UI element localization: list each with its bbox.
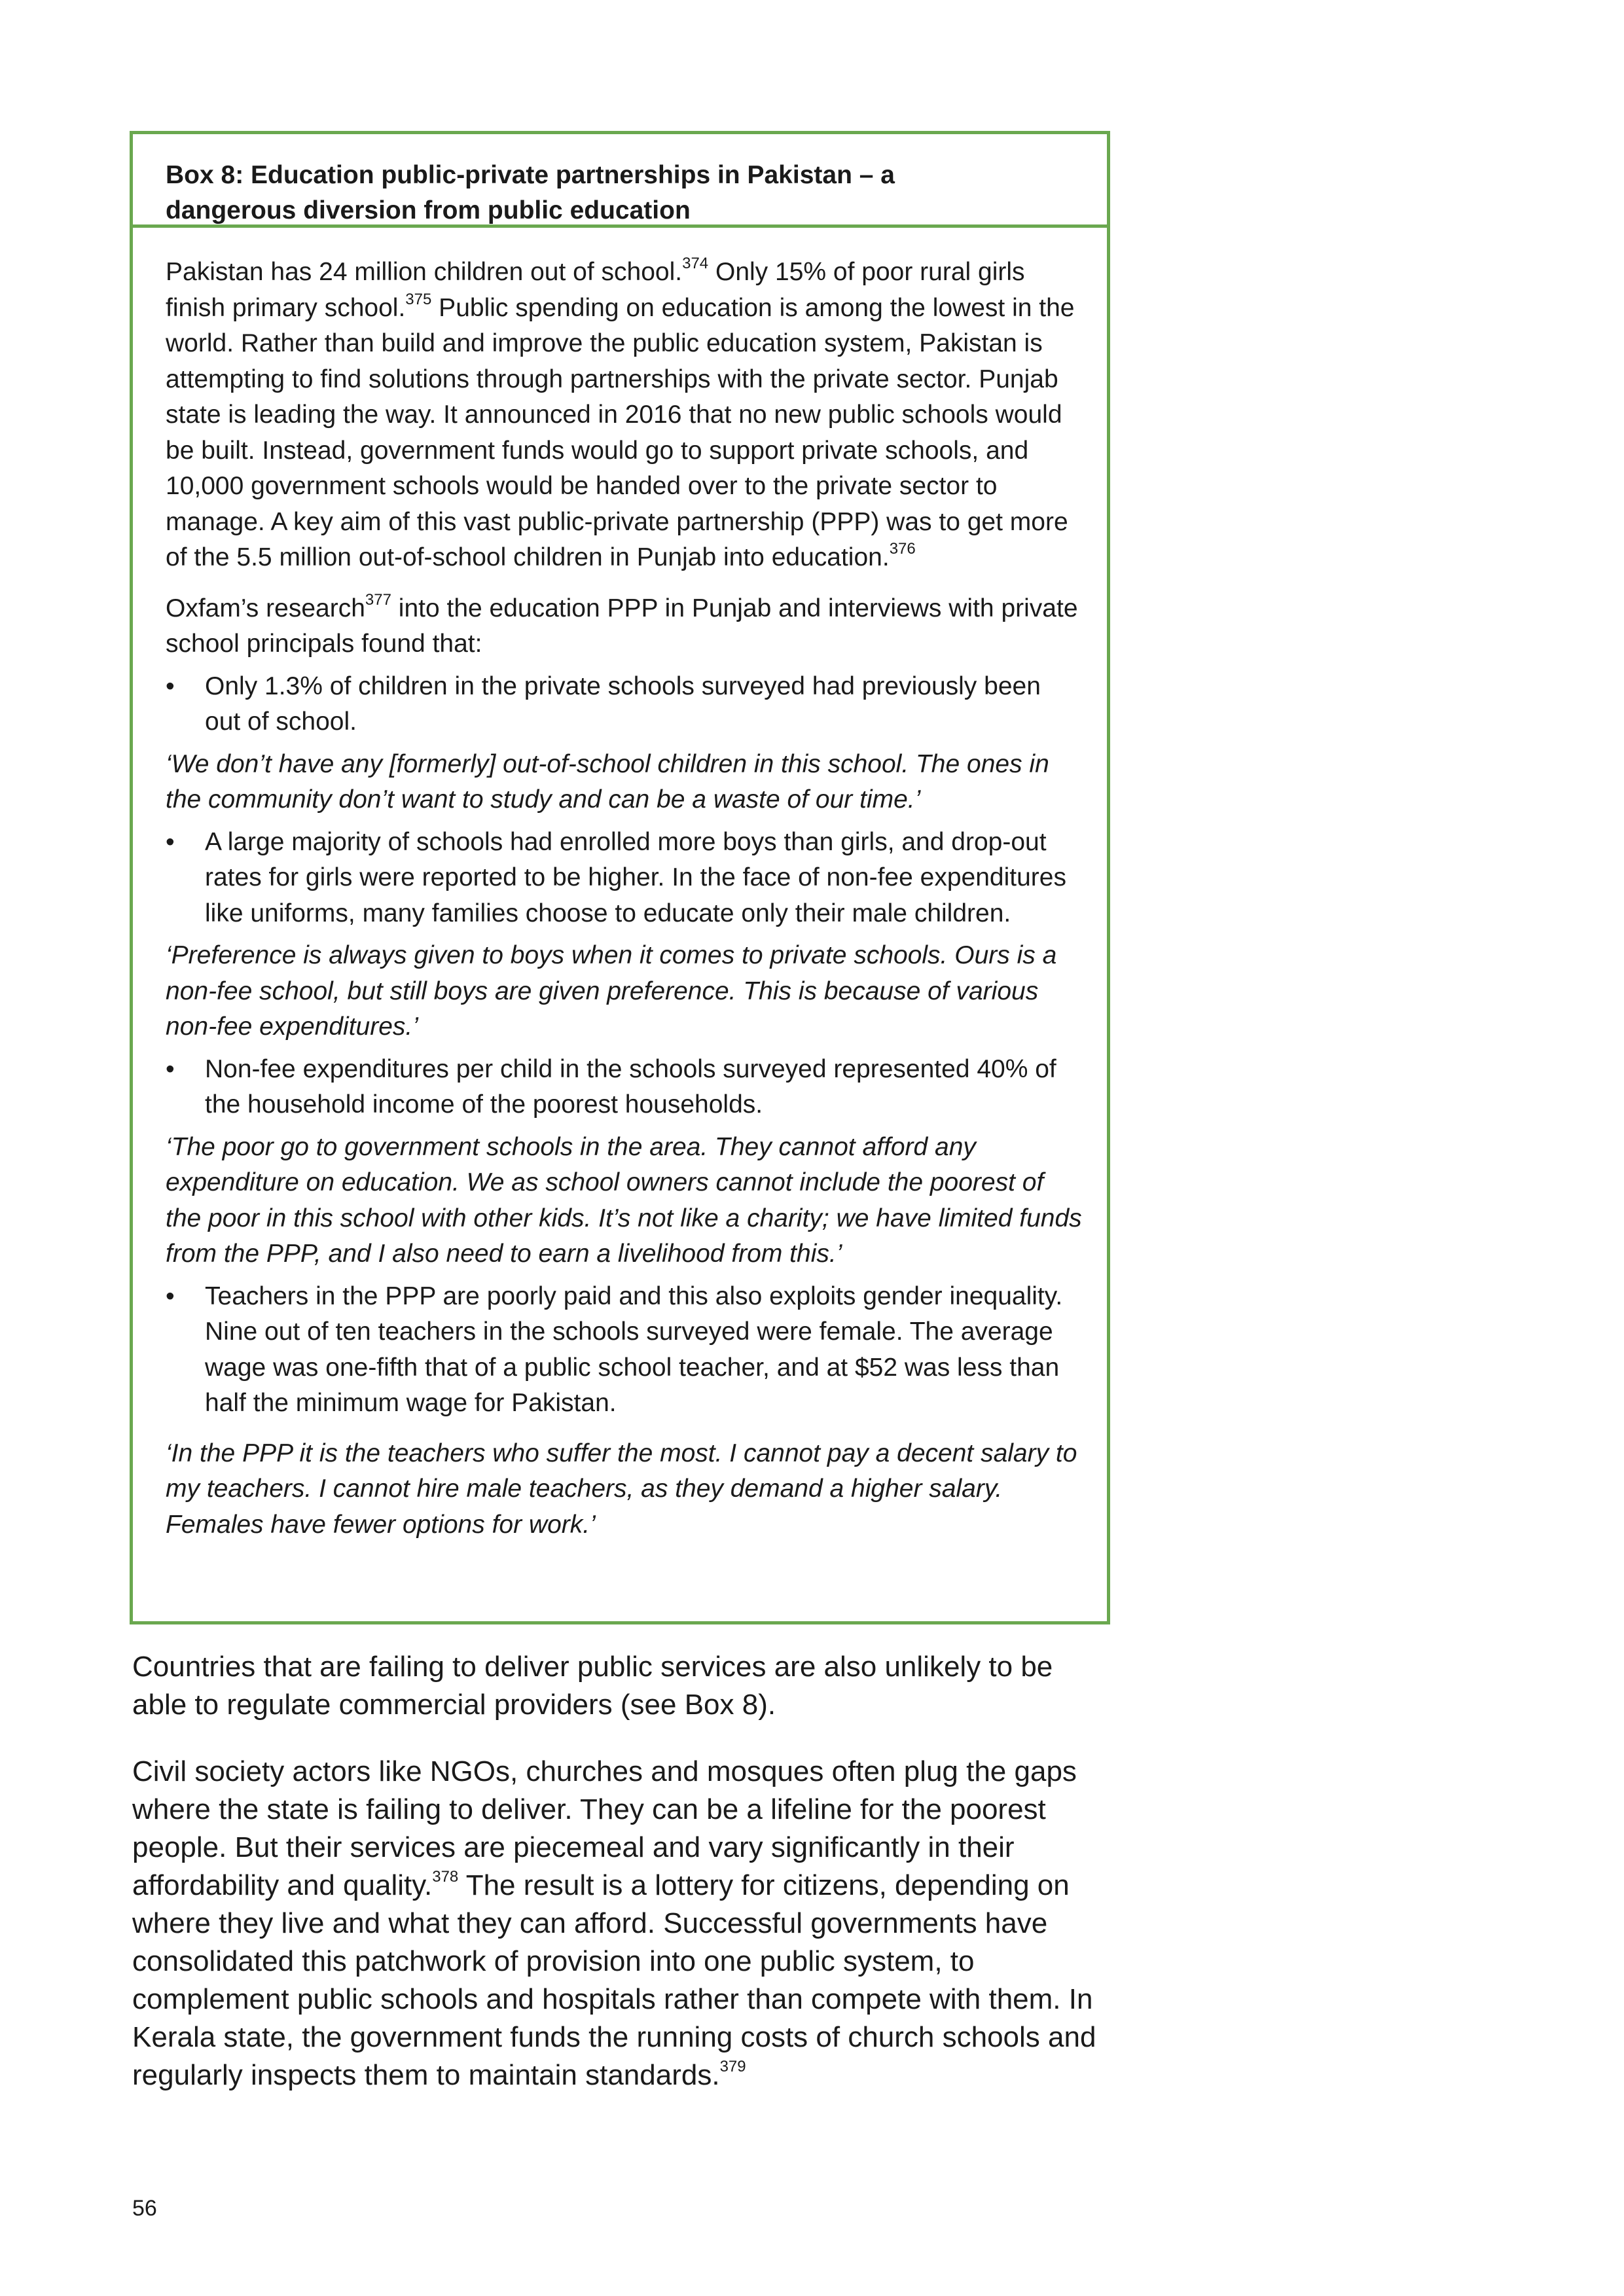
footnote-ref: 379 [719, 2058, 746, 2076]
box-title: Box 8: Education public-private partnerships in Pakistan – a dangerous diversion from public education [166, 161, 895, 224]
main-text [132, 1648, 1114, 2123]
footnote-ref: 378 [432, 1868, 459, 1886]
bullet-item: • Teachers in the PPP are poorly paid and this also exploits gender inequality. Nine out of ten teachers in the schools surveyed were female. The average wage was one-fifth that of a public school teacher, and at $52 was less than half the minimum wage for Pakistan. [166, 1279, 1082, 1422]
box-8 [130, 131, 1110, 1624]
quote: ‘We don’t have any [formerly] out-of-school children in this school. The ones in the community don’t want to study and can be a waste of our time.’ [166, 749, 1049, 814]
bullet-icon: • [166, 672, 175, 700]
footnote-ref: 377 [365, 590, 391, 609]
box-body [166, 255, 1082, 1549]
quote: ‘The poor go to government schools in the area. They cannot afford any expenditure on education. We as school owners cannot include the poorest of the poor in this school with other kids. It’s not like a charity; we have limited funds from the PPP, and I also need to earn a livelihood from this.’ [166, 1132, 1082, 1268]
quote: ‘Preference is always given to boys when it comes to private schools. Ours is a non-fee school, but still boys are given preference. This is because of various non-fee expenditures.’ [166, 941, 1057, 1041]
page-number: 56 [132, 2196, 157, 2221]
box-paragraph-2: Oxfam’s research$^{377}$ into the education PPP in Punjab and interviews with private school principals found that: [166, 590, 1078, 658]
bullet-icon: • [166, 1054, 175, 1083]
bullet-item: • Non-fee expenditures per child in the schools surveyed represented 40% of the household income of the poorest households. [166, 1052, 1082, 1123]
bullet-icon: • [166, 827, 175, 856]
bullet-item: • Only 1.3% of children in the private schools surveyed had previously been out of school. [166, 669, 1082, 740]
footnote-ref: 375 [405, 290, 432, 308]
main-paragraph-1: Countries that are failing to deliver public services are also unlikely to be able to regulate commercial providers (see Box 8). [132, 1651, 1053, 1721]
quote: ‘In the PPP it is the teachers who suffer the most. I cannot pay a decent salary to my teachers. I cannot hire male teachers, as they demand a higher salary. Females have fewer options for work.’ [166, 1439, 1077, 1539]
bullet-icon: • [166, 1282, 175, 1310]
box-title-divider [133, 224, 1107, 228]
footnote-ref: 376 [889, 540, 916, 558]
bullet-item: • A large majority of schools had enrolled more boys than girls, and drop-out rates for girls were reported to be higher. In the face of non-fee expenditures like uniforms, many families choose to educate only their male children. [166, 825, 1082, 932]
main-paragraph-2: Civil society actors like NGOs, churches and mosques often plug the gaps where the state is failing to deliver. They can be a lifeline for the poorest people. But their services are piecemeal and vary significantly in their affordability and quality.$^{378}$ The result is a lottery for citizens, depending on where they live and what they can afford. Successful governments have consolidated this patchwork of provision into one public system, to complement public schools and hospitals rather than compete with them. In Kerala state, the government funds the running costs of church schools and regularly inspects them to maintain standards.$^{379}$ [132, 1755, 1096, 2091]
box-paragraph-1: Pakistan has 24 million children out of school.$^{374}$ Only 15% of poor rural girls finish primary school.$^{375}$ Public spending on education is among the lowest in the world. Rather than build and improve the public education system, Pakistan is attempting to find solutions through partnerships with the private sector. Punjab state is leading the way. It announced in 2016 that no new public schools would be built. Instead, government funds would go to support private schools, and 10,000 government schools would be handed over to the private sector to manage. A key aim of this vast public-private partnership (PPP) was to get more of the 5.5 million out-of-school children in Punjab into education.$^{376}$ [166, 255, 1075, 571]
footnote-ref: 374 [682, 255, 709, 272]
